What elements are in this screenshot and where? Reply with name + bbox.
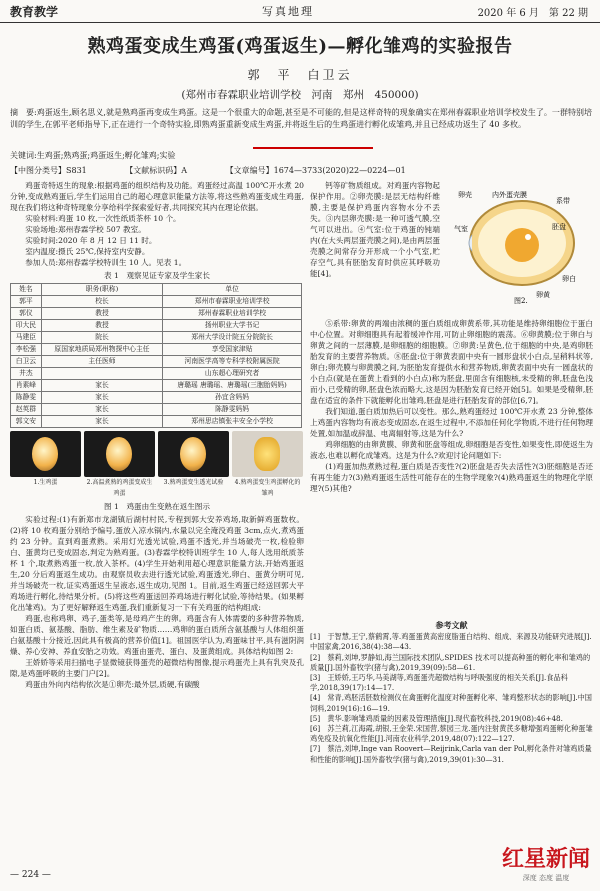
issue-info: 2020 年 6 月 第 22 期	[477, 8, 588, 19]
questions-paragraph: (1)鸡蛋加热煮熟过程,蛋白质是否变性?(2)胚盘是否失去活性?(3)胚细胞是否还有再生能力?(3)熟鸡蛋返生活性可能存在的生物学现象?(4)熟鸡蛋返生的物理化学原理?(5)其他?	[310, 462, 593, 493]
right-column	[310, 318, 593, 494]
germinal-disc-shape	[525, 234, 531, 240]
table-cell: 赵英群	[11, 404, 42, 416]
sem-paragraph: 王娇娇等采用扫描电子显微镜获得蛋壳的超微结构图像,提示鸡蛋壳上具有乳突及孔隙,是鸡蛋呼吸的主要门户[2]。	[10, 658, 304, 678]
abstract: 摘 要:鸡蛋返生,顾名思义,就是熟鸡蛋再变成生鸡蛋。这是一个很重大的命题,甚至是不可能的,但是这样奇特的现象确实在郑州春霖职业培训学校发生了。一群特别培训的学生,在郭平老师指导下,正在进行一个奇特实验,即熟鸡蛋重新变成生鸡蛋,并将返生后的生鸡蛋进行孵化成雏鸡,并且已经成功返生了 40 多枚。	[10, 108, 592, 129]
process-paragraph: 实验过程:(1)有新郑市龙湖镇后湖村村民,专程到郭大安养鸡场,取新鲜鸡蛋数枚。(2)将 10 枚鸡蛋分别给予编号,蛋放入凉水锅内,水量以完全淹没鸡蛋 3cm,点火,煮鸡蛋约 23 分钟。直到鸡蛋煮熟。采用灯光透光试验,鸡蛋不透光,并当场破壳一枚,检验卵白、蛋黄均已变成固态,判定为熟鸡蛋。(3)春霖学校特训班学生 10 人,每人选用纸质茶杯 1 个,取煮熟鸡蛋一枚,放入茶杯。(4)学生开始利用超心理意识能量方法,开始鸡蛋返生,20 分后鸡蛋返生成功。由观察员收去进行透光试验,鸡蛋透光,卵白、蛋黄分明可见,并当场破壳一枚,证实鸡蛋返生呈液态,返生成功,见图 1。目前,返生鸡蛋已经送回郭大平鸡场进行孵化,待结果分析。(5)将这些鸡蛋送回养鸡场进行孵化试验,等待结果。(如果孵化出雏鸡)。为了更好解释返生鸡蛋,我们重新复习一下有关鸡蛋的结构组成:	[10, 515, 304, 612]
table-cell: 郭文安	[11, 416, 42, 428]
diagram-caption: 图2.	[514, 297, 528, 305]
table-cell: 郑州大学设计院五分院院长	[163, 332, 302, 344]
table-row	[11, 320, 302, 332]
table-row	[11, 296, 302, 308]
temp-line: 室内温度:摄氏 25℃,保持室内安静。	[25, 247, 150, 256]
table-cell: 院长	[41, 332, 162, 344]
photo-label: 2.高温煮熟的鸡蛋变成生鸡蛋	[86, 479, 153, 497]
table-header-cell: 姓名	[11, 284, 42, 296]
witness-table	[10, 283, 302, 428]
material-line: 实验材料:鸡蛋 10 枚,一次性纸质茶杯 10 个。	[25, 214, 181, 223]
diagram-label: 系带	[556, 197, 570, 205]
references	[310, 620, 593, 765]
table-cell: 陈静雯	[11, 392, 42, 404]
doc-code: 【文献标识码】A	[125, 166, 188, 175]
section-label: 教育教学	[10, 5, 59, 19]
structure-paragraph: 鸡蛋,也称鸡卵、鸡子,蛋类等,是母鸡产生的卵。鸡蛋含有人体需要的多种营养物质,如蛋白质、氨基酸、脂肪、维生素及矿物质……鸡卵的蛋白质所含氨基酸与人体组织蛋白氨基酸十分接近,因此具有极高的营养价值[1]。祖国医学认为,鸡蛋味甘平,具有滋阴润燥、养心安神、养血安胎之功效。鸡蛋由蛋壳、蛋白、及蛋黄组成。具体结构如图 2:	[10, 614, 304, 656]
table-cell: 印大民	[11, 320, 42, 332]
table-row	[11, 380, 302, 392]
reference-item: [3] 王娇娇,王巧华,马美湖等,鸡蛋蛋壳超微结构与呼吸强度的相关关系[J].食品科学,2018,39(17):14—17.	[310, 673, 568, 693]
table-cell: 原国家地质局郑州物探中心主任	[41, 344, 162, 356]
table-cell: 家长	[41, 404, 162, 416]
photo-label: 3.熟鸡蛋变生透光试验	[163, 479, 224, 486]
table-row	[11, 404, 302, 416]
photo-label: 1.生鸡蛋	[33, 479, 58, 486]
diagram-label: 卵白	[562, 275, 576, 283]
shell-paragraph: 钙等矿物质组成。对鸡蛋内容物起保护作用。②卵壳膜:是层无结构纤维膜,主要是保护鸡蛋内容物水分不丢失。③内层卵壳膜:是一种可透气膜,空气可以进出。④气室:位于鸡蛋的钝端内(在大头两层蛋壳膜之间),是由两层蛋壳膜之间常存分开形成一个小气室,贮存空气,具有胚胎发育时供应其呼吸功能[4]。	[310, 181, 440, 278]
table-row	[11, 392, 302, 404]
reference-item: [6] 苏兰莉,江海霞,胡银,王金荣.宋国营,蔡园三龙.蛋内注射黄芪多糖增强鸡蛋孵化种蛋雏鸡免疫及抗氧化性能[J].河南农业科学,2019,48(07):122—127.	[310, 724, 593, 744]
egg-yolk-shape	[505, 228, 539, 262]
table-cell: 家长	[41, 380, 162, 392]
egg-structure-diagram	[452, 185, 592, 305]
reference-item: [5] 黄华.影响雏鸡质量的因素及管理措施[J].现代畜牧科技,2019(08):46+48.	[310, 713, 563, 723]
table-cell: 孙宜含妈妈	[163, 392, 302, 404]
people-line: 参加人员:郑州春霖学校特训生 10 人。见表 1。	[25, 258, 187, 267]
article-number: 【文章编号】1674—3733(2020)22—0224—01	[225, 166, 406, 175]
red-underline-annotation	[253, 144, 373, 149]
watermark-brand: 红星新闻	[501, 847, 590, 872]
page-header	[0, 0, 600, 23]
table-cell: 家长	[41, 392, 162, 404]
table-cell: 郑州市春霖职业培训学校	[163, 296, 302, 308]
reference-item: [2] 蔡莉,刘坤,罗静如,海兰国际技术团队,SPIDES 技术可以提高种蛋的孵化率和雏鸡的质量[J].国外畜牧学(猪与禽),2019,39(09):58—61.	[310, 652, 591, 672]
photo-raw-egg	[10, 431, 81, 477]
reference-item: [1] 于智慧,王宁,蔡鹤霄,等.鸡蛋蛋黄高密度脂蛋白结构、组成、来源及功能研究进展[J].中国家禽,2016,38(4):38—43.	[310, 632, 592, 652]
middle-column	[310, 180, 440, 279]
table-cell: 郭平	[11, 296, 42, 308]
table-title: 表 1 观察见证专家及学生家长	[104, 271, 210, 280]
diagram-label: 内外蛋壳膜	[492, 191, 527, 199]
diagram-label: 胚盘	[552, 223, 566, 231]
diagram-label: 卵黄	[536, 291, 550, 299]
table-cell: 郑州思店镇张丰安全小学校	[163, 416, 302, 428]
reference-item: [7] 蔡洁,刘坤,Inge van Roovert—Reijrink,Carla van der Pol,孵化条件对雏鸡质量和性能的影响[J].国外畜牧学(猪与禽),2019,39(01):30—31.	[310, 744, 592, 764]
table-cell: 白卫云	[11, 356, 42, 368]
journal-name: 写真地理	[262, 5, 314, 18]
diagram-label: 卵壳	[458, 191, 472, 199]
place-line: 实验场地:郑州春霖学校 507 教室。	[25, 225, 146, 234]
table-row	[11, 416, 302, 428]
article-title: 熟鸡蛋变成生鸡蛋(鸡蛋返生)—孵化雏鸡的实验报告	[87, 36, 513, 57]
photo-labels	[10, 477, 304, 499]
left-column	[10, 180, 304, 690]
table-cell: 河南医学高等专科学校附属医院	[163, 356, 302, 368]
table-cell: 主任医师	[41, 356, 162, 368]
photo-strip	[10, 431, 304, 477]
keywords: 关键词:生鸡蛋;熟鸡蛋;鸡蛋返生;孵化雏鸡;实验	[10, 151, 176, 160]
table-cell: 郑州春霖职业培训学校	[163, 308, 302, 320]
table-cell: 唐璐瑶 唐璐瑶、唐璐瑶(三胞胎妈妈)	[163, 380, 302, 392]
table-row	[11, 356, 302, 368]
photo-light-test	[158, 431, 229, 477]
table-cell: 扬州职业大学书记	[163, 320, 302, 332]
table-cell: 校长	[41, 296, 162, 308]
table-header-cell: 单位	[163, 284, 302, 296]
table-cell: 教授	[41, 308, 162, 320]
layers-paragraph: 鸡蛋由外向内结构依次是①卵壳:最外层,质硬,有碳酸	[25, 680, 200, 689]
table-cell: 享受国家津贴	[163, 344, 302, 356]
diagram-label: 气室	[454, 225, 468, 233]
watermark-logo	[502, 842, 590, 883]
photo-cooked-egg	[84, 431, 155, 477]
chalaza-paragraph: ⑤系带:卵黄的两端由浓稠的蛋白质组成卵黄系带,其功能是维持卵细胞位于蛋白中心位置。对卵细胞具有起着缓冲作用,可防止卵细胞的震荡。⑥卵黄膜;位于卵白与卵黄之间的一层薄膜,是卵细胞的细胞膜。⑦卵黄:呈黄色,位于细胞的中央,是鸡卵胚胎发育的主要营养物质。⑧胚盘:位于卵黄表面中央有一圆形盘状小白点,呈稍料状等,卵白;卵壳膜与卵黄膜之间,为胚胎发育提供水和营养物质,卵黄表面中央有一圆盘状的小白点(就是在蛋黄上看到的小白点)称为胚盘,里面含有细胞核,未受精的卵,胚盘色浅而小,已受精的卵,胚盘色浓而略大,这是因为胚胎发育已经开始[5]。如果是受精卵,胚盘在适宜的条件下就能孵化出雏鸡,胚盘是进行胚胎发育的部位[6,7]。	[310, 319, 593, 405]
cell-paragraph: 鸡卵细胞的由卵黄膜、卵黄和胚盘等组成,卵细胞是否变性,如果变性,即使返生为液态,也难以孵化成雏鸡。这是为什么?欢迎讨论问题如下:	[310, 440, 593, 460]
table-row	[11, 332, 302, 344]
classification-line	[10, 165, 592, 176]
reference-item: [4] 常青,鸡胚活胚数检测仪在禽蛋孵化温度对种蛋孵化率、雏鸡整形状态的影响[J].中国饲料,2019(16):16—19.	[310, 693, 592, 713]
table-cell: 家长	[41, 416, 162, 428]
table-cell	[41, 368, 162, 380]
table-cell: 郭仪	[11, 308, 42, 320]
table-header-cell: 职务(职称)	[41, 284, 162, 296]
table-row	[11, 368, 302, 380]
article-authors: 郭 平 白卫云	[247, 68, 353, 82]
table-cell: 井杰	[11, 368, 42, 380]
references-heading: 参考文献	[435, 620, 468, 630]
article-affiliation: (郑州市春霖职业培训学校 河南 郑州 450000)	[181, 89, 419, 101]
table-row	[11, 308, 302, 320]
table-cell: 马建臣	[11, 332, 42, 344]
table-cell: 李松强	[11, 344, 42, 356]
watermark-slogan: 深度 态度 温度	[522, 874, 570, 882]
table-cell: 肖素峰	[11, 380, 42, 392]
time-line: 实验时间:2020 年 8 月 12 日 11 时。	[25, 236, 157, 245]
photo-label: 4.熟鸡蛋变生鸡蛋孵化的雏鸡	[234, 479, 301, 497]
page-number: — 224 —	[10, 870, 51, 880]
photo-chick	[232, 431, 303, 477]
table-cell: 教授	[41, 320, 162, 332]
protein-paragraph: 我们知道,蛋白质加热后可以变性。那么,熟鸡蛋经过 100℃开水煮 23 分钟,整体上鸡蛋内容物均有液态变成固态,在返生过程中,不添加任何化学物质,不进行任何物理处置,如加温或辞温、电离辐射等,这是为什么?	[310, 407, 593, 438]
intro-paragraph: 鸡蛋奇特返生的现象:根据鸡蛋的组织结构及功能。鸡蛋经过高温 100℃开水煮 20 分钟,变成熟鸡蛋后,学生们运用自己的超心理意识能量方法等,将这些熟鸡蛋变成生鸡蛋,现在我们将这种奇特现象分享给科学探索爱好者,共同探究其内在理论依据。	[10, 181, 304, 212]
clc-number: 【中图分类号】S831	[10, 166, 87, 175]
table-row	[11, 344, 302, 356]
table-cell: 陈静雯妈妈	[163, 404, 302, 416]
table-cell: 山东超心理研究者	[163, 368, 302, 380]
photo-caption: 图 1 鸡蛋由生变熟在返生图示	[104, 502, 210, 511]
